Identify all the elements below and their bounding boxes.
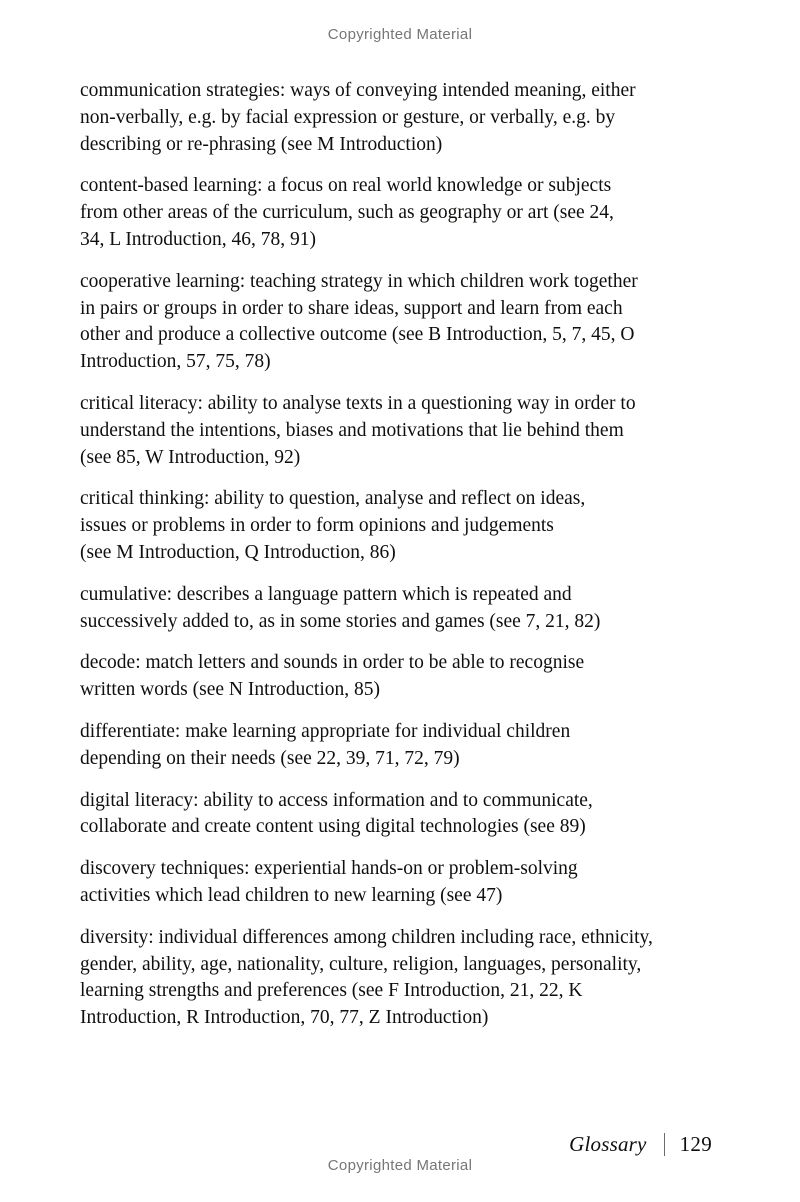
glossary-entry-line: critical thinking: ability to question, analyse and reflect on ideas, xyxy=(80,488,586,510)
glossary-entry xyxy=(80,486,710,566)
glossary-entry-line: depending on their needs (see 22, 39, 71, 72, 79) xyxy=(80,747,460,769)
glossary-entry xyxy=(80,78,710,158)
glossary-entry-line: issues or problems in order to form opinions and judgements xyxy=(80,515,554,537)
glossary-entry-line: 34, L Introduction, 46, 78, 91) xyxy=(80,228,316,250)
glossary-entry-line: differentiate: make learning appropriate for individual children xyxy=(80,720,571,742)
glossary-entry-line: written words (see N Introduction, 85) xyxy=(80,679,381,701)
glossary-entry xyxy=(80,925,710,1032)
glossary-entry-line: decode: match letters and sounds in order to be able to recognise xyxy=(80,652,585,674)
copyright-watermark-top: Copyrighted Material xyxy=(327,26,473,43)
glossary-entry-line: describing or re-phrasing (see M Introduction) xyxy=(80,133,443,155)
glossary-entries-column xyxy=(80,78,710,1032)
glossary-entry-line: gender, ability, age, nationality, culture, religion, languages, personality, xyxy=(80,953,642,975)
glossary-entry xyxy=(80,788,710,842)
glossary-entry-line: (see 85, W Introduction, 92) xyxy=(80,446,301,468)
glossary-entry-line: cumulative: describes a language pattern which is repeated and xyxy=(80,583,572,605)
glossary-entry xyxy=(80,650,710,704)
glossary-entry xyxy=(80,719,710,773)
glossary-entry xyxy=(80,173,710,253)
glossary-entry-line: from other areas of the curriculum, such as geography or art (see 24, xyxy=(80,202,614,224)
glossary-entry-line: digital literacy: ability to access information and to communicate, xyxy=(80,789,593,811)
glossary-entry-line: communication strategies: ways of conveying intended meaning, either xyxy=(80,80,636,101)
glossary-entry-line: successively added to, as in some stories and games (see 7, 21, 82) xyxy=(80,610,601,632)
glossary-entry-line: discovery techniques: experiential hands-on or problem-solving xyxy=(80,858,578,880)
glossary-entry-line: diversity: individual differences among children including race, ethnicity, xyxy=(80,926,653,948)
glossary-entry-line: non-verbally, e.g. by facial expression or gesture, or verbally, e.g. by xyxy=(80,106,616,128)
copyright-watermark-bottom: Copyrighted Material xyxy=(327,1157,473,1174)
glossary-entry-line: understand the intentions, biases and motivations that lie behind them xyxy=(80,419,624,441)
glossary-entry-line: cooperative learning: teaching strategy in which children work together xyxy=(80,270,638,292)
glossary-entry-line: other and produce a collective outcome (see B Introduction, 5, 7, 45, O xyxy=(80,324,635,346)
glossary-entry-line: Introduction, R Introduction, 70, 77, Z Introduction) xyxy=(80,1007,489,1029)
glossary-entry xyxy=(80,391,710,471)
page-footer xyxy=(569,1132,712,1157)
glossary-entry xyxy=(80,269,710,376)
glossary-entry-line: Introduction, 57, 75, 78) xyxy=(80,351,271,373)
glossary-entry-line: content-based learning: a focus on real world knowledge or subjects xyxy=(80,175,612,197)
page-number: 129 xyxy=(679,1132,712,1156)
footer-divider xyxy=(664,1133,665,1156)
glossary-entry-line: (see M Introduction, Q Introduction, 86) xyxy=(80,541,396,563)
glossary-entry-line: in pairs or groups in order to share ideas, support and learn from each xyxy=(80,297,623,319)
glossary-entry-line: critical literacy: ability to analyse texts in a questioning way in order to xyxy=(80,392,636,414)
glossary-entry xyxy=(80,856,710,910)
glossary-entry-line: activities which lead children to new learning (see 47) xyxy=(80,884,503,906)
glossary-entry xyxy=(80,582,710,636)
footer-section-label: Glossary xyxy=(569,1132,647,1156)
glossary-entry-line: learning strengths and preferences (see F Introduction, 21, 22, K xyxy=(80,980,583,1002)
glossary-entry-line: collaborate and create content using digital technologies (see 89) xyxy=(80,816,586,838)
